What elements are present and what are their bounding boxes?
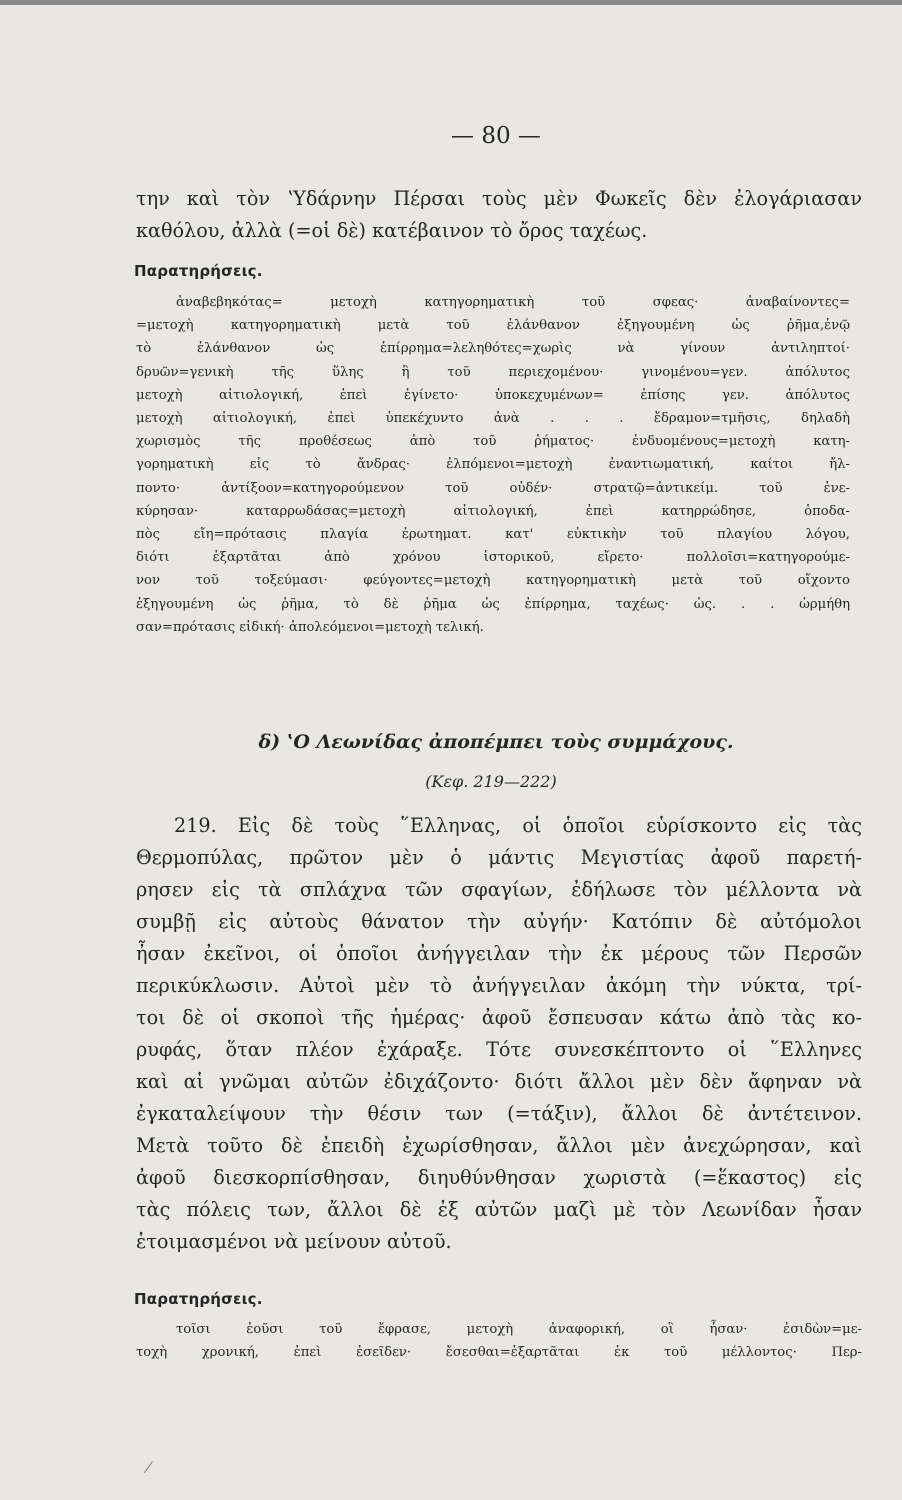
main-line: τοι δὲ οἱ σκοποὶ τῆς ἡμέρας· ἀφοῦ ἔσπευσαν κάτω ἀπὸ τὰς κο- [136,1006,862,1029]
main-line: τὰς πόλεις των, ἄλλοι δὲ ἐξ αὐτῶν μαζὶ μὲ τὸν Λεωνίδαν ἦσαν [136,1198,862,1221]
page-top-edge [0,0,902,5]
stray-mark [144,1461,161,1479]
note-line: ἐξηγουμένη ὡς ῥῆμα, τὸ δὲ ῥῆμα ὡς ἐπίρρημα, ταχέως· ὡς. . . ὡρμήθη [136,596,850,612]
notes-paragraph [136,1318,862,1364]
main-paragraph [136,810,862,1258]
intro-line: την καὶ τὸν ʽΥδάρνην Πέρσαι τοὺς μὲν Φωκεῖς δὲν ἐλογάριασαν [136,187,862,210]
note-line: τοχὴ χρονική, ἐπεὶ ἐσεῖδεν· ἔσεσθαι=ἐξαρτᾶται ἐκ τοῦ μέλλοντος· Περ- [136,1345,862,1361]
notes-heading: Παρατηρήσεις. [134,1290,263,1308]
main-line: περικύκλωσιν. Αὐτοὶ μὲν τὸ ἀνήγγειλαν ἀκόμη τὴν νύκτα, τρί- [136,974,862,997]
note-line: μετοχὴ αἰτιολογική, ἐπεὶ ὑπεκέχυντο ἀνὰ . . . ἔδραμον=τμῆσις, δηλαδὴ [136,411,850,427]
main-line: συμβῇ εἰς αὐτοὺς θάνατον τὴν αὐγήν· Κατόπιν δὲ αὐτόμολοι [136,910,862,933]
main-line: ἀφοῦ διεσκορπίσθησαν, διηυθύνθησαν χωριστὰ (=ἕκαστος) εἰς [136,1166,862,1189]
main-line: ἑτοιμασμένοι νὰ μείνουν αὐτοῦ. [136,1230,452,1253]
note-line: τοῖσι ἐοῦσι τοῦ ἔφρασε, μετοχὴ ἀναφορική, οἳ ἦσαν· ἐσιδὼν=με- [176,1322,862,1337]
note-line: =μετοχὴ κατηγορηματικὴ μετὰ τοῦ ἐλάνθανον ἐξηγουμένη ὡς ῥῆμα,ἐνῷ [136,318,850,334]
main-line: ἦσαν ἐκεῖνοι, οἱ ὁποῖοι ἀνήγγειλαν τὴν ἐκ μέρους τῶν Περσῶν [136,942,862,965]
notes-paragraph [136,291,850,639]
note-line: γορηματικὴ εἰς τὸ ἄνδρας· ἐλπόμενοι=μετοχὴ ἐναντιωματική, καίτοι ἤλ- [136,457,850,473]
main-line: Θερμοπύλας, πρῶτον μὲν ὁ μάντις Μεγιστίας ἀφοῦ παρετή- [136,846,862,869]
main-line: καὶ αἱ γνῶμαι αὐτῶν ἐδιχάζοντο· διότι ἄλλοι μὲν δὲν ἄφηναν νὰ [136,1070,862,1093]
intro-paragraph [136,183,862,247]
section-heading: δ) ʽΟ Λεωνίδας ἀποπέμπει τοὺς συμμάχους. [258,731,734,753]
main-line: 219. Εἰς δὲ τοὺς ῞Ελληνας, οἱ ὁποῖοι εὑρίσκοντο εἰς τὰς [174,814,862,837]
main-line: ρησεν εἰς τὰ σπλάχνα τῶν σφαγίων, ἐδήλωσε τὸν μέλλοντα νὰ [136,878,862,901]
main-line: ρυφάς, ὅταν πλέον ἐχάραξε. Τότε συνεσκέπτοντο οἱ ῞Ελληνες [136,1038,862,1061]
notes-heading: Παρατηρήσεις. [134,262,263,280]
page-number: — 80 — [451,123,541,149]
note-line: διότι ἐξαρτᾶται ἀπὸ χρόνου ἱστορικοῦ, εἴρετο· πολλοῖσι=κατηγορούμε- [136,550,850,566]
chapter-reference: (Κεφ. 219—222) [425,772,557,791]
note-line: σαν=πρότασις εἰδική· ἀπολεόμενοι=μετοχὴ τελική. [136,619,484,635]
main-line: ἐγκαταλείψουν τὴν θέσιν των (=τάξιν), ἄλλοι δὲ ἀντέτεινον. [136,1102,862,1125]
note-line: δρυῶν=γενικὴ τῆς ὕλης ἢ τοῦ περιεχομένου· γινομένου=γεν. ἀπόλυτος [136,364,850,380]
note-line: ποντο· ἀντίξοον=κατηγορούμενον τοῦ οὐδέν· στρατῷ=ἀντικείμ. τοῦ ἐνε- [136,480,850,496]
note-line: μετοχὴ αἰτιολογική, ἐπεὶ ἐγίνετο· ὑποκεχυμένων= ἐπίσης γεν. ἀπόλυτος [136,387,850,403]
note-line: κύρησαν· καταρρωδάσας=μετοχὴ αἰτιολογική, ἐπεὶ κατηρρώδησε, ὁποδα- [136,503,850,519]
note-line: ἀναβεβηκότας= μετοχὴ κατηγορηματικὴ τοῦ σφεας· ἀναβαίνοντες= [176,295,850,310]
intro-line: καθόλου, ἀλλὰ (=οἱ δὲ) κατέβαινον τὸ ὄρος ταχέως. [136,219,648,242]
note-line: χωρισμὸς τῆς προθέσεως ἀπὸ τοῦ ῥήματος· ἐνδυομένους=μετοχὴ κατη- [136,434,850,450]
note-line: τὸ ἐλάνθανον ὡς ἐπίρρημα=λεληθότες=χωρὶς νὰ γίνουν ἀντιληπτοί· [136,341,850,357]
note-line: νον τοῦ τοξεύμασι· φεύγοντες=μετοχὴ κατηγορηματικὴ μετὰ τοῦ οἴχοντο [136,573,850,589]
main-line: Μετὰ τοῦτο δὲ ἐπειδὴ ἐχωρίσθησαν, ἄλλοι μὲν ἀνεχώρησαν, καὶ [136,1134,862,1157]
note-line: πὸς εἴη=πρότασις πλαγία ἐρωτηματ. κατ' εὐκτικὴν τοῦ πλαγίου λόγου, [136,527,850,543]
